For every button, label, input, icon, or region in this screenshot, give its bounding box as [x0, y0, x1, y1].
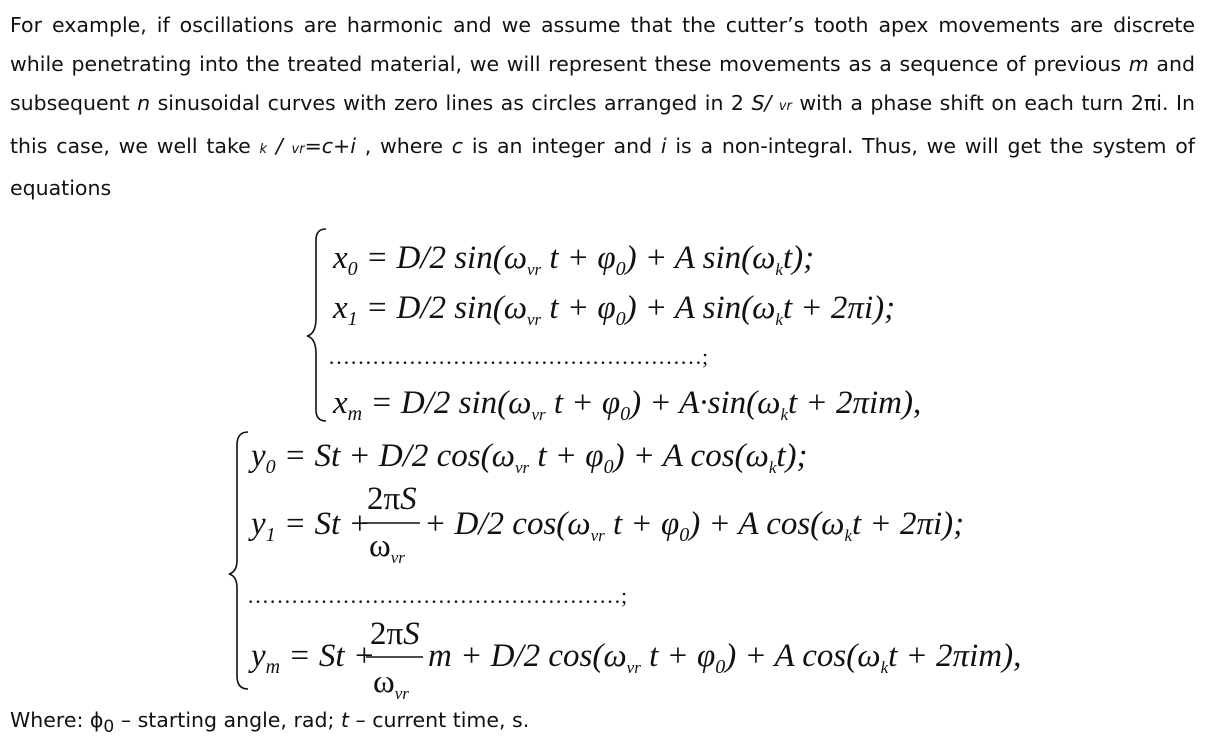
fraction-denominator: $\omega_{vr}$ [373, 664, 409, 703]
text-run: For example, if oscillations are harmonic and we assume that the cutter’s tooth apex movements are discrete while penetrating into the treated material, we will represent these movements as a sequence of previous [10, 13, 1195, 77]
equation-ym-rhs: m + D/2 $\cos(\omega_{vr}$ $t + \varphi_0) + A$ $\cos(\omega_kt + 2\pi im)$, [428, 638, 1022, 678]
text-run: Where: ϕ [10, 708, 104, 732]
equation-y-dots: ……………………………………………; [247, 583, 628, 608]
x-system-brace [307, 229, 326, 421]
equation-x-dots: ……………………………………………; [328, 344, 709, 369]
sub-k: k [259, 141, 268, 157]
sub-vr: vr [778, 99, 792, 115]
y-system-brace [229, 432, 248, 689]
fraction-slash: / [275, 133, 283, 158]
text-run: sinusoidal curves with zero lines as circles arranged in 2 [150, 91, 752, 116]
var-s-fraction: S/ [751, 91, 772, 116]
var-t: t [340, 708, 349, 732]
equation-ym-lhs: $y_m = St$ + [251, 638, 376, 678]
fraction-numerator: 2πS [367, 481, 417, 517]
var-i: i [660, 133, 667, 158]
text-run: – starting angle, rad; [114, 708, 341, 732]
equation-y0: $y_0 = St + D/2$ $\cos(\omega_{vr}$ $t + \varphi_0) + A$ $\cos(\omega_kt)$; [251, 438, 808, 478]
var-n: n [137, 91, 151, 116]
var-c: c [451, 133, 464, 158]
fraction-denominator: $\omega_{vr}$ [369, 528, 405, 567]
text-run: with a phase shift on each turn 2πi. In this case, we well take [10, 91, 1195, 158]
text-run: , where [355, 133, 452, 158]
sub-0: 0 [103, 717, 115, 738]
text-run: is a non-integral. Thus, we will get the system of equations [10, 133, 1195, 200]
var-m: m [1128, 52, 1149, 77]
equation-y1-rhs: + D/2 $\cos(\omega_{vr}$ $t + \varphi_0) + A$ $\cos(\omega_kt + 2\pi i)$; [424, 506, 965, 546]
inline-equation: =c+i [304, 133, 356, 158]
text-run: is an integer and [463, 133, 661, 158]
footer-definitions [10, 708, 529, 737]
equation-y1-lhs: $y_1 = St$ + [251, 506, 371, 546]
equation-x1: $x_1 = D/2$ $\sin(\omega_{vr}$ $t + \varphi_0) + A$ $\sin(\omega_kt + 2\pi i)$; [333, 290, 896, 330]
sub-vr: vr [291, 141, 305, 157]
fraction-numerator: 2πS [370, 616, 420, 652]
text-run: and subsequent [10, 52, 1196, 116]
equation-x0: $x_0 = D/2$ $\sin(\omega_{vr}$ $t + \varphi_0) + A$ $\sin(\omega_kt)$; [333, 240, 815, 280]
text-run: – current time, s. [348, 708, 530, 732]
equation-xm: $x_m = D/2$ $\sin(\omega_{vr}$ $t + \varphi_0) + A\cdot\sin(\omega_kt + 2\pi im)$, [333, 385, 922, 425]
